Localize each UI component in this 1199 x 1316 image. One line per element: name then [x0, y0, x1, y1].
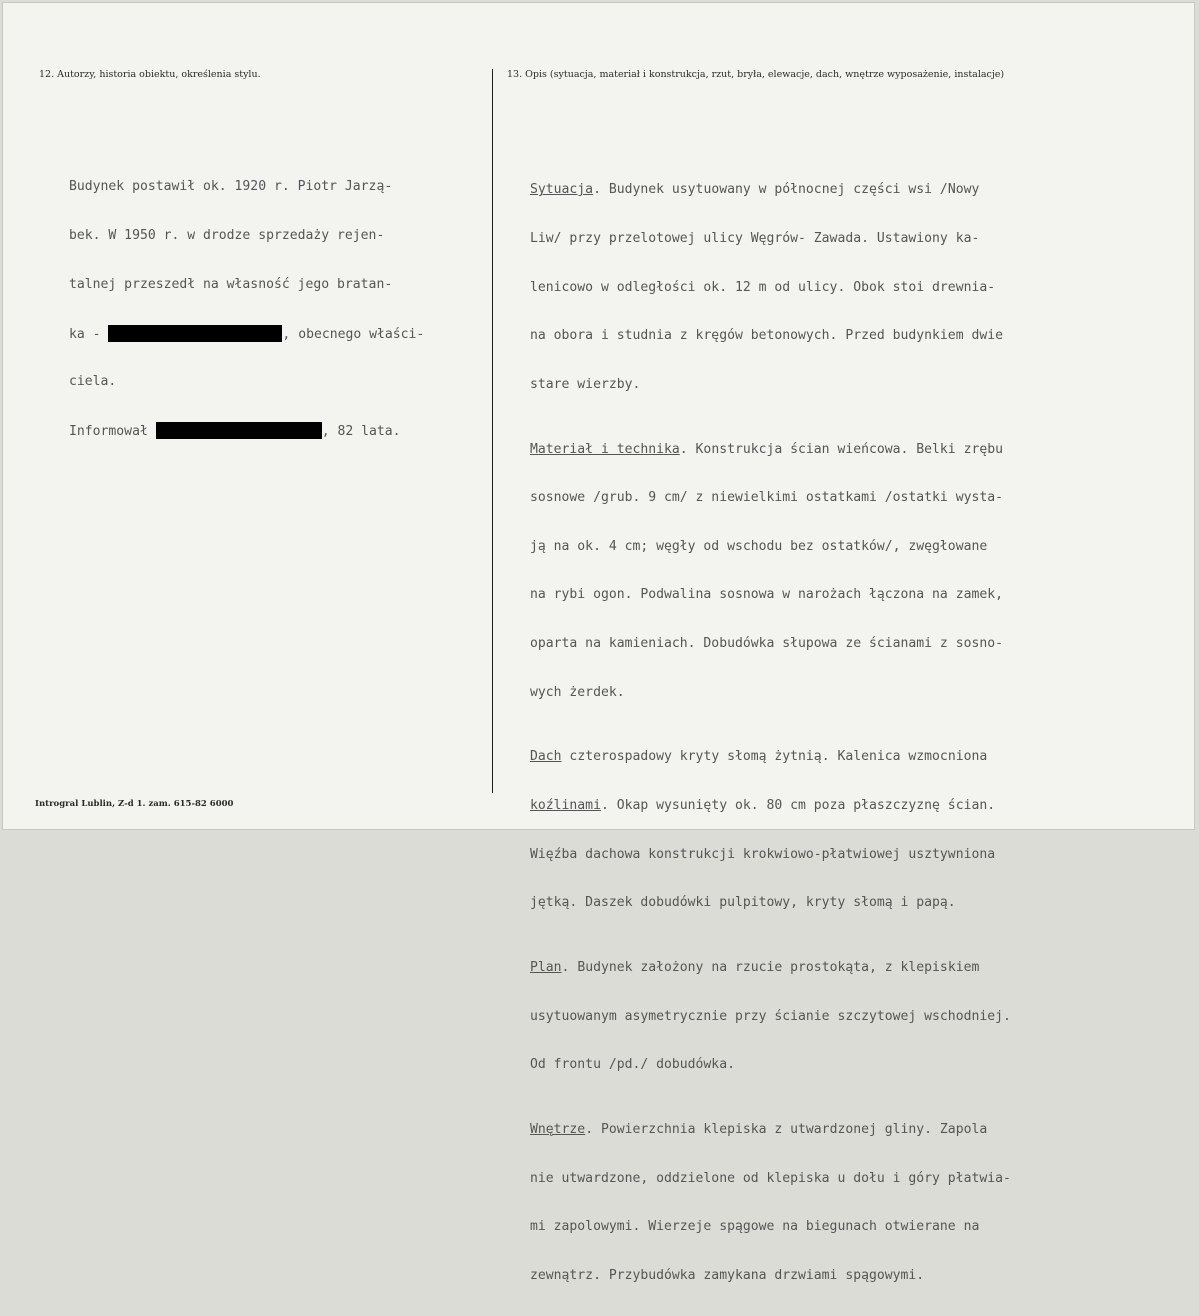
text-line: Od frontu /pd./ dobudówka.: [530, 1057, 735, 1073]
text-line: Budynek postawił ok. 1920 r. Piotr Jarzą-: [69, 179, 393, 195]
redaction-bar: [108, 325, 282, 342]
section-heading-plan: Plan: [530, 959, 562, 975]
text-line: [530, 960, 1011, 976]
text-fragment: . Budynek usytuowany w północnej części wsi /Nowy: [593, 182, 980, 198]
text-fragment: , 82 lata.: [321, 424, 401, 440]
text-fragment: koźlinami: [530, 797, 601, 813]
text-line: Więźba dachowa konstrukcji krokwiowo-płatwiowej usztywniona: [530, 846, 996, 862]
history-text: [69, 147, 424, 471]
text-line: usytuowanym asymetrycznie przy ścianie szczytowej wschodniej.: [530, 1008, 1011, 1024]
text-line: oparta na kamieniach. Dobudówka słupowa ze ścianami z sosno-: [530, 635, 1003, 651]
text-line: talnej przeszedł na własność jego bratan-: [69, 276, 393, 292]
text-line: [530, 749, 1011, 765]
text-line: [530, 798, 1011, 814]
text-line: [69, 422, 424, 438]
section-heading-interior: Wnętrze: [530, 1121, 586, 1137]
text-fragment: . Okap wysunięty ok. 80 cm poza płaszczyznę ścian.: [600, 797, 996, 813]
text-line: [530, 1122, 1011, 1138]
section-13-header: 13. Opis (sytuacja, materiał i konstrukcja, rzut, bryła, elewacje, dach, wnętrze wyposażenie, instalacje): [507, 69, 1005, 80]
text-fragment: , obecnego właści-: [282, 327, 425, 343]
section-heading-situation: Sytuacja: [530, 182, 594, 198]
section-heading-roof: Dach: [530, 749, 562, 765]
printer-imprint: Introgral Lublin, Z-d 1. zam. 615-82 6000: [35, 799, 234, 809]
section-heading-material: Materiał i technika: [530, 441, 680, 457]
text-line: na obora i studnia z kręgów betonowych. Przed budynkiem dwie: [530, 328, 1003, 344]
text-line: Liw/ przy przelotowej ulicy Węgrów- Zawada. Ustawiony ka-: [530, 231, 980, 246]
text-line: nie utwardzone, oddzielone od klepiska u dołu i góry płatwia-: [530, 1170, 1011, 1186]
section-12-header: 12. Autorzy, historia obiektu, określenia stylu.: [39, 69, 261, 80]
text-fragment: . Konstrukcja ścian wieńcowa. Belki zrębu: [679, 441, 1003, 457]
text-line: stare wierzby.: [530, 376, 641, 392]
text-line: wych żerdek.: [530, 684, 625, 700]
text-line: lenicowo w odległości ok. 12 m od ulicy. Obok stoi drewnia-: [530, 279, 996, 295]
text-line: sosnowe /grub. 9 cm/ z niewielkimi ostatkami /ostatki wysta-: [530, 490, 1003, 506]
text-line: jętką. Daszek dobudówki pulpitowy, kryty słomą i papą.: [530, 895, 956, 911]
text-fragment: . Powierzchnia klepiska z utwardzonej gliny. Zapola: [585, 1121, 988, 1137]
redaction-bar: [156, 422, 322, 439]
text-line: [530, 442, 1011, 458]
description-text: [530, 150, 1011, 1316]
text-line: [69, 325, 424, 341]
record-card: [2, 2, 1195, 1283]
text-line: [530, 182, 1011, 198]
text-line: mi zapolowymi. Wierzeje spągowe na biegunach otwierane na: [530, 1219, 980, 1235]
text-line: ją na ok. 4 cm; węgły od wschodu bez ostatków/, zwęgłowane: [530, 538, 988, 554]
text-line: na rybi ogon. Podwalina sosnowa w narożach łączona na zamek,: [530, 587, 1003, 603]
column-divider: [492, 69, 493, 793]
text-fragment: . Budynek założony na rzucie prostokąta, z klepiskiem: [561, 959, 980, 975]
text-line: ciela.: [69, 373, 117, 389]
text-fragment: Informował: [69, 424, 156, 440]
text-fragment: czterospadowy kryty słomą żytnią. Kalenica wzmocniona: [561, 749, 988, 765]
text-line: zewnątrz. Przybudówka zamykana drzwiami spągowymi.: [530, 1267, 925, 1283]
text-fragment: ka -: [69, 327, 109, 343]
text-line: bek. W 1950 r. w drodze sprzedaży rejen-: [69, 228, 385, 243]
